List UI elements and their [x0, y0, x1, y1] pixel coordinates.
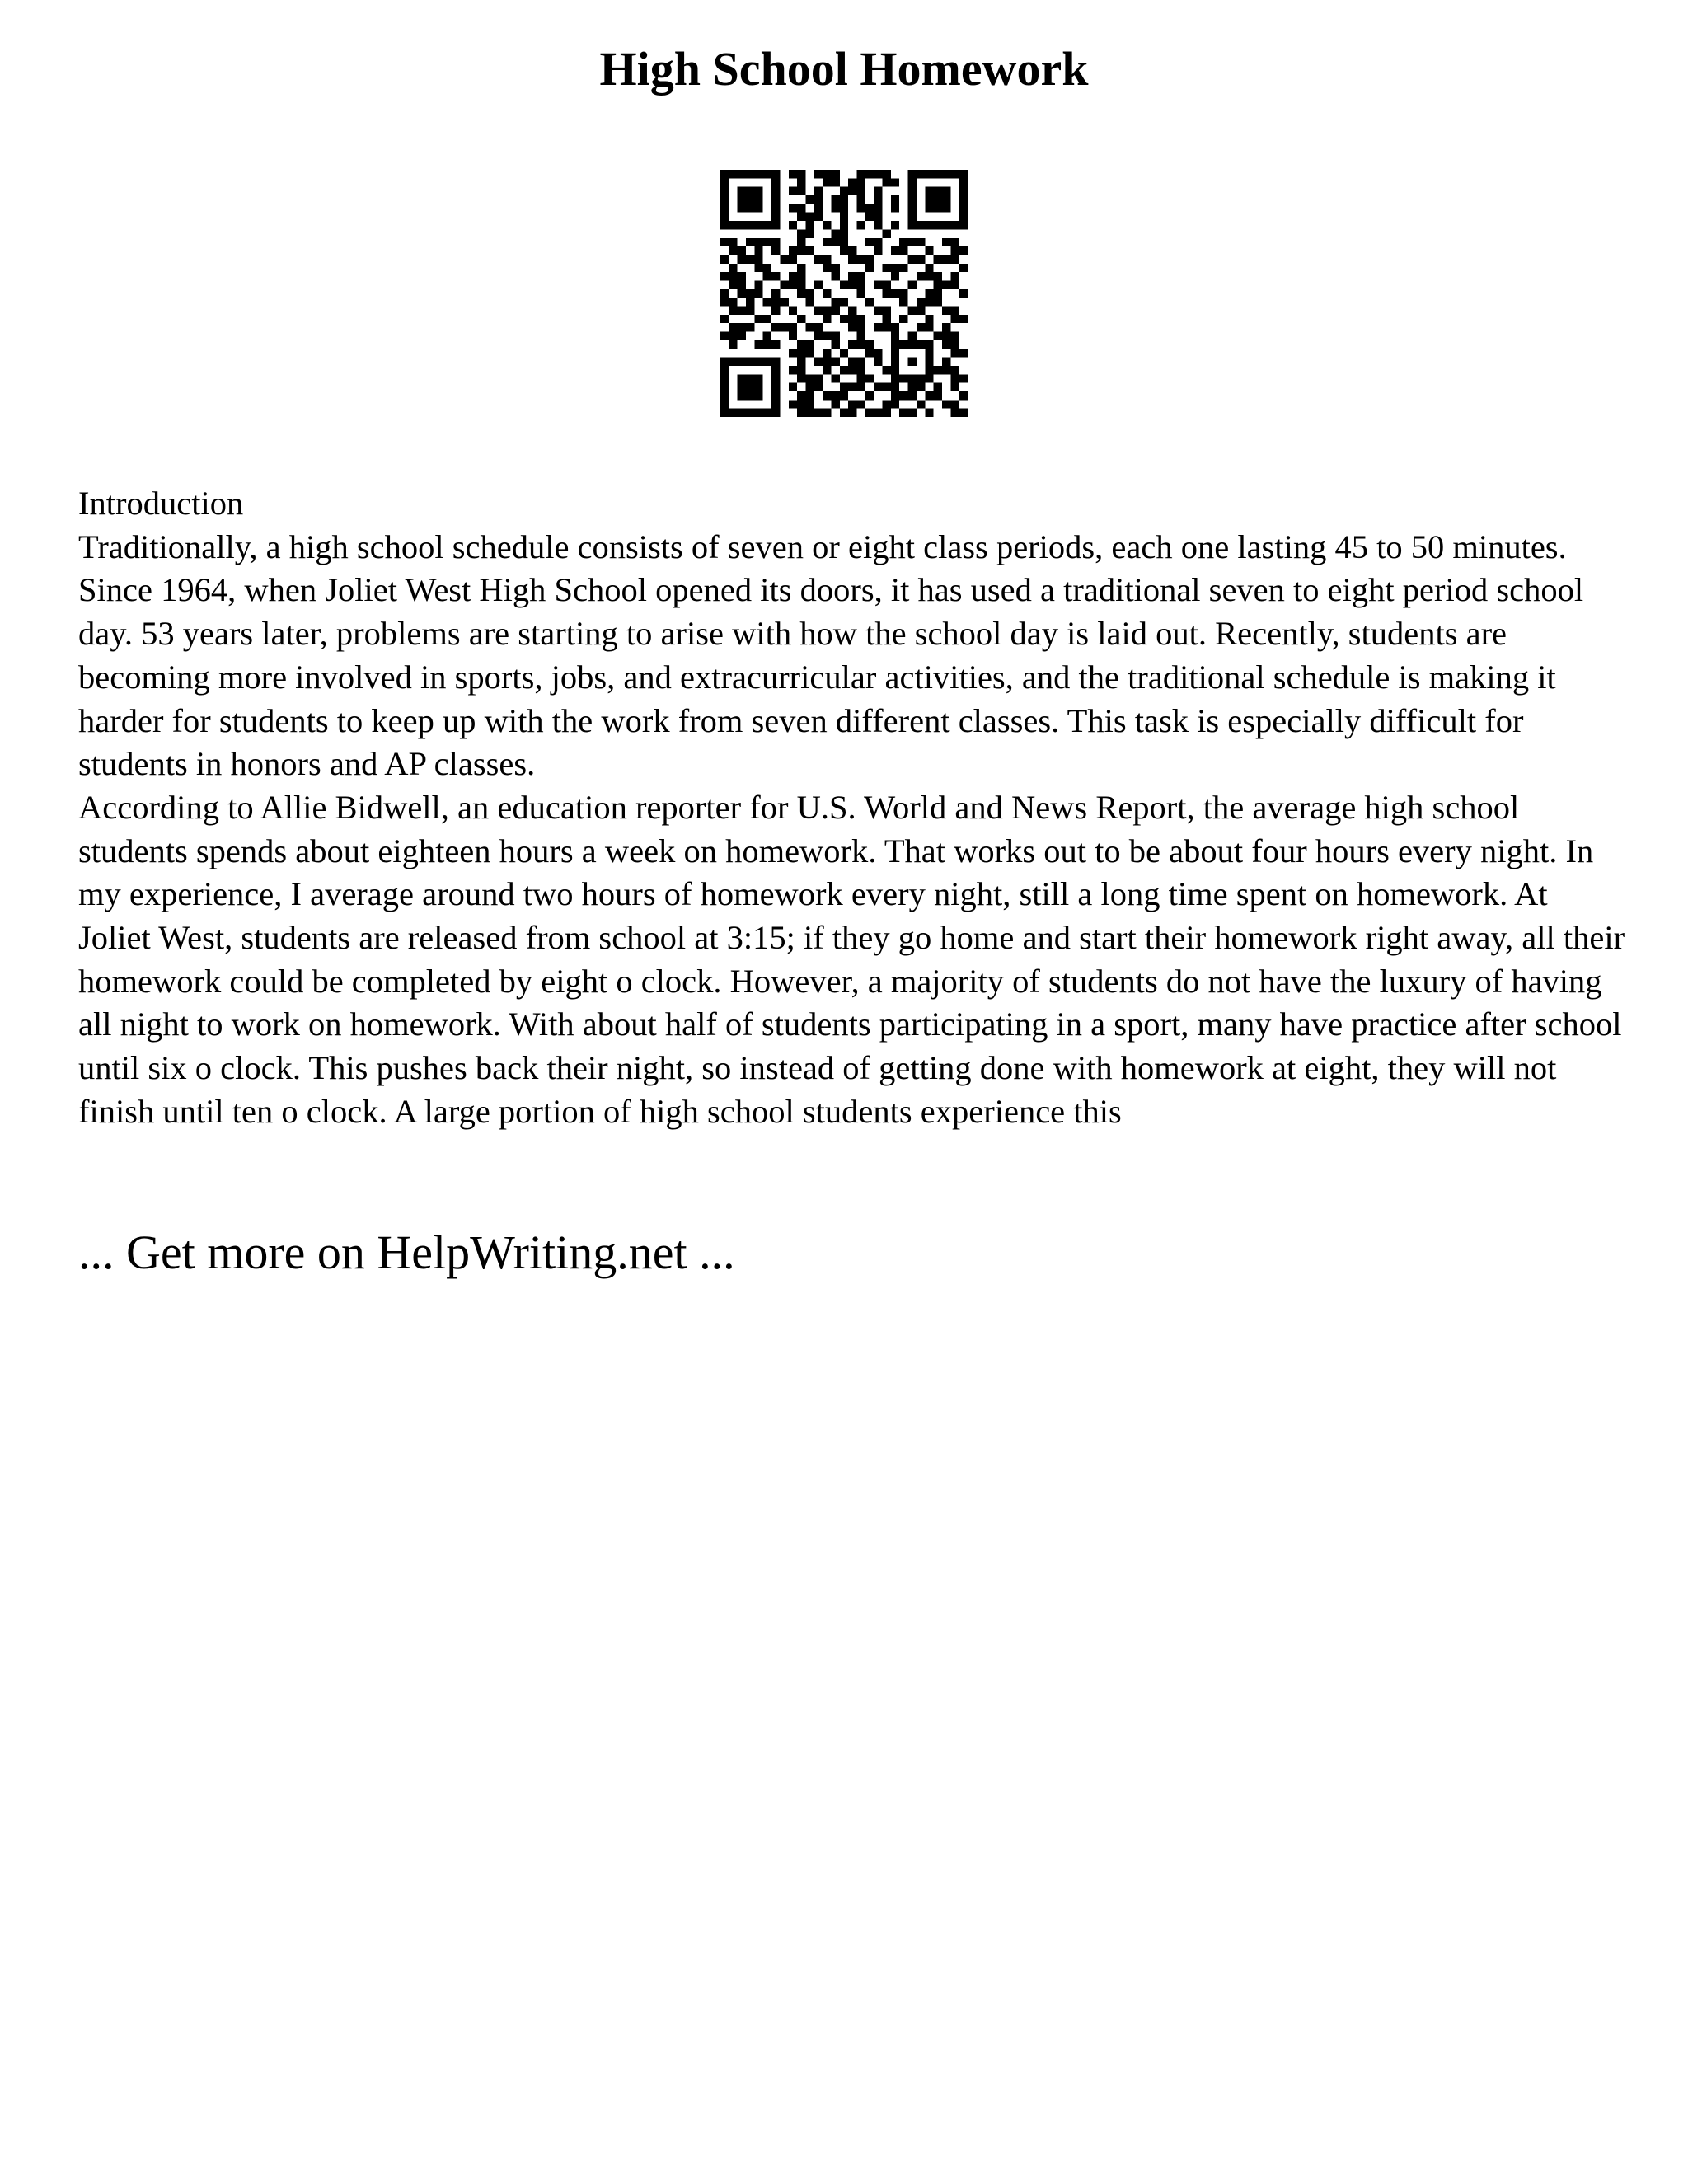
paragraph: According to Allie Bidwell, an education reporter for U.S. World and News Report, the average high school students spends about eighteen hours a week on homework. That works out to be about four hours every night. In my experience, I average around two hours of homework every night, still a long time spent on homework. At Joliet West, students are released from school at 3:15; if they go home and start their homework right away, all their homework could be completed by eight o clock. However, a majority of students do not have the luxury of having all night to work on homework. With about half of students participating in a sport, many have practice after school until six o clock. This pushes back their night, so instead of getting done with homework at eight, they will not finish until ten o clock. A large portion of high school students experience this: [78, 788, 1625, 1130]
qr-code-graphic: [720, 170, 968, 417]
section-heading: Introduction: [78, 485, 244, 522]
qr-code: [720, 170, 968, 417]
document-body: [78, 482, 1628, 1134]
paragraph: Traditionally, a high school schedule consists of seven or eight class periods, each one lasting 45 to 50 minutes. Since 1964, when Joliet West High School opened its doors, it has used a traditional seven to eight period school day. 53 years later, problems are starting to arise with how the school day is laid out. Recently, students are becoming more involved in sports, jobs, and extracurricular activities, and the traditional schedule is making it harder for students to keep up with the work from seven different classes. This task is especially difficult for students in honors and AP classes.: [78, 527, 1584, 783]
page-title: High School Homework: [599, 42, 1089, 96]
get-more-link[interactable]: ... Get more on HelpWriting.net ...: [78, 1226, 735, 1279]
